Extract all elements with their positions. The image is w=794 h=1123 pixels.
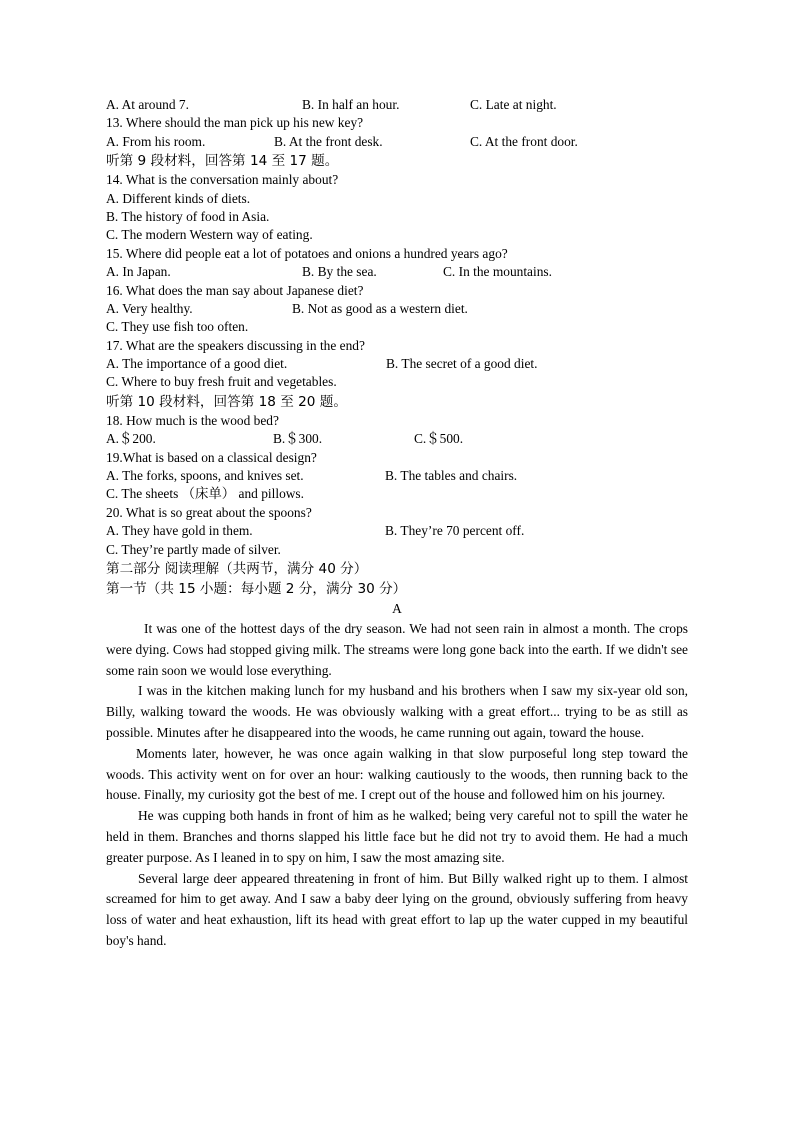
q12-options bbox=[106, 96, 688, 114]
q20-option-b: B. They’re 70 percent off. bbox=[385, 523, 525, 539]
q13-question: 13. Where should the man pick up his new key? bbox=[106, 115, 364, 131]
page-content bbox=[106, 96, 688, 952]
q13-option-a: A. From his room. bbox=[106, 133, 206, 149]
section-9-heading: 听第 9 段材料，回答第 14 至 17 题。 bbox=[106, 153, 339, 170]
q18-question: 18. How much is the wood bed? bbox=[106, 412, 279, 428]
q17-options bbox=[106, 355, 688, 373]
part-2-heading: 第二部分 阅读理解（共两节，满分 40 分） bbox=[106, 560, 368, 577]
q15-question: 15. Where did people eat a lot of potatoes and onions a hundred years ago? bbox=[106, 245, 508, 261]
q13-options bbox=[106, 133, 688, 151]
q13-option-c: C. At the front door. bbox=[470, 133, 578, 149]
q20-option-c: C. They’re partly made of silver. bbox=[106, 541, 281, 557]
passage-paragraph-1: It was one of the hottest days of the dry season. We had not seen rain in almost a month. The crops were dying. Cows had stopped giving milk. The streams were long gone back into the earth. If we didn't see some rain soon we would lose everything. bbox=[106, 620, 688, 678]
section-10-heading: 听第 10 段材料，回答第 18 至 20 题。 bbox=[106, 393, 347, 410]
passage-paragraph-2: I was in the kitchen making lunch for my husband and his brothers when I saw my six-year old son, Billy, walking toward the woods. He was obviously walking with a great effort... trying to be as still as possible. Minutes after he disappeared into the woods, he came running out again, toward the house. bbox=[106, 683, 688, 740]
passage-label: A bbox=[392, 600, 402, 616]
q15-option-c: C. In the mountains. bbox=[443, 264, 552, 280]
passage-paragraph-3: Moments later, however, he was once again walking in that slow purposeful long step toward the woods. This activity went on for over an hour: walking cautiously to the woods, then running back to the house. Finally, my curiosity got the best of me. I crept out of the house and followed him on his journey. bbox=[106, 745, 688, 803]
q16-question: 16. What does the man say about Japanese diet? bbox=[106, 282, 364, 298]
q14-question: 14. What is the conversation mainly about? bbox=[106, 172, 339, 188]
q16-option-a: A. Very healthy. bbox=[106, 300, 193, 316]
q18-option-c: C.＄500. bbox=[414, 431, 464, 447]
q20-question: 20. What is so great about the spoons? bbox=[106, 504, 312, 520]
q19-option-a: A. The forks, spoons, and knives set. bbox=[106, 468, 304, 484]
q18-options bbox=[106, 430, 688, 448]
q14-option-b: B. The history of food in Asia. bbox=[106, 208, 270, 224]
q13-option-b: B. At the front desk. bbox=[274, 133, 383, 149]
passage-paragraph-5: Several large deer appeared threatening in front of him. But Billy walked right up to them. I almost screamed for him to get away. And I saw a baby deer lying on the ground, obviously suffering from heavy loss of water and heat exhaustion, lift its head with great effort to lap up the water cupped in my beautiful boy's hand. bbox=[106, 870, 688, 948]
q15-option-a: A. In Japan. bbox=[106, 264, 171, 280]
q17-option-c: C. Where to buy fresh fruit and vegetables. bbox=[106, 374, 337, 390]
q19-option-b: B. The tables and chairs. bbox=[385, 468, 518, 484]
q19-question: 19.What is based on a classical design? bbox=[106, 449, 317, 465]
q15-options bbox=[106, 263, 688, 281]
q18-option-b: B.＄300. bbox=[273, 431, 323, 447]
q15-option-b: B. By the sea. bbox=[302, 264, 377, 280]
q12-option-a: A. At around 7. bbox=[106, 97, 189, 112]
q17-option-a: A. The importance of a good diet. bbox=[106, 356, 288, 372]
q14-option-a: A. Different kinds of diets. bbox=[106, 190, 251, 206]
q16-option-b: B. Not as good as a western diet. bbox=[292, 300, 468, 316]
q17-option-b: B. The secret of a good diet. bbox=[386, 356, 538, 372]
q12-option-b: B. In half an hour. bbox=[302, 97, 400, 112]
q19-options bbox=[106, 467, 688, 485]
q16-option-c: C. They use fish too often. bbox=[106, 319, 249, 335]
q20-option-a: A. They have gold in them. bbox=[106, 523, 253, 539]
q12-option-c: C. Late at night. bbox=[470, 97, 557, 112]
q18-option-a: A.＄200. bbox=[106, 431, 156, 447]
section-1-heading: 第一节（共 15 小题：每小题 2 分，满分 30 分） bbox=[106, 580, 407, 597]
q16-options bbox=[106, 300, 688, 318]
q14-option-c: C. The modern Western way of eating. bbox=[106, 227, 313, 243]
passage-paragraph-4: He was cupping both hands in front of him as he walked; being very careful not to spill the water he held in them. Branches and thorns slapped his little face but he did not try to avoid them. He had a much greater purpose. As I leaned in to spy on him, I saw the most amazing site. bbox=[106, 808, 688, 865]
q19-option-c: C. The sheets （床单） and pillows. bbox=[106, 486, 304, 502]
q17-question: 17. What are the speakers discussing in the end? bbox=[106, 337, 365, 353]
q20-options bbox=[106, 522, 688, 540]
